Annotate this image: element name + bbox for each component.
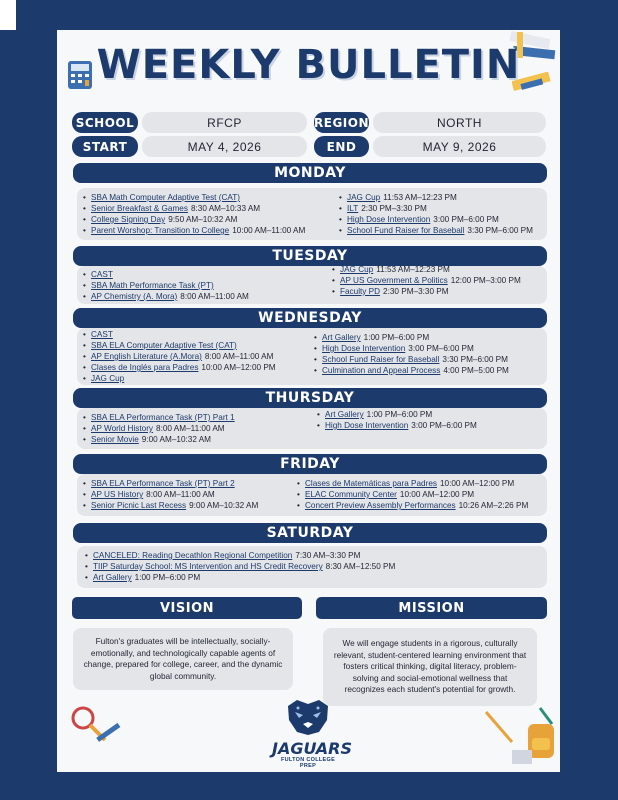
- event-link[interactable]: High Dose Intervention: [322, 344, 406, 353]
- event-item: [83, 500, 258, 511]
- event-time: 9:50 AM–10:32 AM: [168, 215, 238, 224]
- event-item: [83, 423, 235, 434]
- event-item: [83, 434, 235, 445]
- event-link[interactable]: SBA ELA Performance Task (PT) Part 1: [91, 413, 235, 422]
- event-item: [332, 275, 521, 286]
- day-panel-wednesday: [77, 328, 547, 385]
- magnifier-icon: [65, 700, 125, 756]
- thursday-right-list: [317, 409, 477, 431]
- event-time: 10:26 AM–2:26 PM: [458, 501, 529, 510]
- saturday-left-list: [85, 550, 395, 583]
- event-time: 3:00 PM–6:00 PM: [433, 215, 499, 224]
- logo-subtitle: FULTON COLLEGE PREP: [280, 757, 336, 769]
- wednesday-left-list: [83, 329, 276, 384]
- school-logo: [272, 698, 352, 769]
- day-panel-monday: [77, 188, 547, 240]
- event-link[interactable]: CAST: [91, 330, 113, 339]
- event-item: [317, 420, 477, 431]
- event-link[interactable]: College Signing Day: [91, 215, 166, 224]
- event-time: 7:30 AM–3:30 PM: [295, 551, 361, 560]
- event-link[interactable]: ELAC Community Center: [305, 490, 397, 499]
- day-header-friday: FRIDAY: [73, 454, 547, 474]
- event-item: [83, 412, 235, 423]
- event-time: 10:00 AM–12:00 PM: [201, 363, 276, 372]
- event-item: [83, 340, 276, 351]
- friday-right-list: [297, 478, 528, 511]
- event-link[interactable]: JAG Cup: [91, 374, 125, 383]
- event-link[interactable]: SBA ELA Computer Adaptive Test (CAT): [91, 341, 237, 350]
- event-link[interactable]: Art Gallery: [325, 410, 364, 419]
- frame-corner: [0, 0, 16, 30]
- event-item: [85, 561, 395, 572]
- event-link[interactable]: TIIP Saturday School: MS Intervention and HS Credit Recovery: [93, 562, 323, 571]
- event-link[interactable]: AP World History: [91, 424, 154, 433]
- event-item: [85, 572, 395, 583]
- logo-name: JAGUARS: [272, 739, 352, 758]
- event-time: 3:30 PM–6:00 PM: [442, 355, 508, 364]
- day-panel-friday: [77, 474, 547, 516]
- event-link[interactable]: Art Gallery: [322, 333, 361, 342]
- event-link[interactable]: Senior Breakfast & Games: [91, 204, 188, 213]
- event-time: 9:00 AM–10:32 AM: [189, 501, 259, 510]
- thursday-left-list: [83, 412, 235, 445]
- event-time: 8:00 AM–11:00 AM: [204, 352, 274, 361]
- event-time: 8:30 AM–12:50 PM: [325, 562, 396, 571]
- event-link[interactable]: CANCELED: Reading Decathlon Regional Competition: [93, 551, 293, 560]
- event-time: 8:00 AM–11:00 AM: [156, 424, 225, 433]
- event-link[interactable]: AP US Government & Politics: [340, 276, 448, 285]
- school-label: SCHOOL: [72, 112, 138, 133]
- event-time: 3:00 PM–6:00 PM: [411, 421, 477, 430]
- event-item: [85, 550, 395, 561]
- event-item: [83, 192, 305, 203]
- tuesday-left-list: [83, 269, 249, 302]
- event-time: 9:00 AM–10:32 AM: [141, 435, 211, 444]
- school-value: RFCP: [142, 112, 307, 133]
- event-link[interactable]: School Fund Raiser for Baseball: [322, 355, 440, 364]
- event-item: [83, 203, 305, 214]
- vision-text: Fulton's graduates will be intellectually, socially-emotionally, and technologically capable agents of change, prepared for college, career, and the dynamic global community.: [73, 628, 293, 690]
- event-time: 1:00 PM–6:00 PM: [134, 573, 201, 582]
- event-time: 11:53 AM–12:23 PM: [383, 193, 457, 202]
- event-time: 10:00 AM–11:00 AM: [232, 226, 306, 235]
- event-item: [314, 332, 509, 343]
- event-link[interactable]: Clases de Inglés para Padres: [91, 363, 199, 372]
- event-item: [83, 280, 249, 291]
- day-header-thursday: THURSDAY: [73, 388, 547, 408]
- event-link[interactable]: High Dose Intervention: [325, 421, 409, 430]
- event-link[interactable]: School Fund Raiser for Baseball: [347, 226, 465, 235]
- event-link[interactable]: CAST: [91, 270, 113, 279]
- event-time: 10:00 AM–12:00 PM: [439, 479, 515, 488]
- mission-header: MISSION: [316, 597, 547, 619]
- day-panel-thursday: [77, 408, 547, 449]
- event-item: [83, 373, 276, 384]
- event-item: [83, 214, 305, 225]
- start-label: START: [72, 136, 138, 157]
- mission-text: We will engage students in a rigorous, culturally relevant, student-centered learning environment that fosters critical thinking, digital literacy, problem-solving and social-emotional wellness that recognizes each student's potential for growth.: [323, 628, 537, 706]
- event-link[interactable]: AP Chemistry (A. Mora): [91, 292, 178, 301]
- event-time: 3:00 PM–6:00 PM: [408, 344, 474, 353]
- event-link[interactable]: Parent Worshop: Transition to College: [91, 226, 230, 235]
- event-item: [339, 192, 533, 203]
- event-item: [314, 354, 509, 365]
- end-value: MAY 9, 2026: [373, 136, 546, 157]
- event-link[interactable]: High Dose Intervention: [347, 215, 431, 224]
- day-header-wednesday: WEDNESDAY: [73, 308, 547, 328]
- event-item: [297, 478, 528, 489]
- event-item: [314, 365, 509, 376]
- region-label: REGION: [314, 112, 369, 133]
- jaguar-icon: [283, 698, 333, 736]
- event-item: [83, 269, 249, 280]
- tuesday-right-list: [332, 264, 521, 297]
- event-item: [314, 343, 509, 354]
- event-item: [339, 214, 533, 225]
- event-item: [83, 225, 305, 236]
- event-link[interactable]: AP English Literature (A.Mora): [91, 352, 202, 361]
- event-item: [332, 264, 521, 275]
- event-item: [83, 489, 258, 500]
- start-value: MAY 4, 2026: [142, 136, 307, 157]
- event-item: [83, 478, 258, 489]
- event-item: [297, 500, 528, 511]
- event-item: [339, 225, 533, 236]
- event-time: 11:53 AM–12:23 PM: [376, 265, 450, 274]
- event-time: 1:00 PM–6:00 PM: [366, 410, 433, 419]
- event-item: [339, 203, 533, 214]
- bulletin-page: [57, 30, 560, 772]
- event-time: 2:30 PM–3:30 PM: [383, 287, 449, 296]
- event-time: 3:30 PM–6:00 PM: [467, 226, 533, 235]
- event-time: 12:00 PM–3:00 PM: [450, 276, 521, 285]
- event-link[interactable]: SBA ELA Performance Task (PT) Part 2: [91, 479, 235, 488]
- event-item: [317, 409, 477, 420]
- monday-right-list: [339, 192, 533, 236]
- region-value: NORTH: [373, 112, 546, 133]
- event-item: [83, 351, 276, 362]
- monday-left-list: [83, 192, 305, 236]
- vision-header: VISION: [72, 597, 302, 619]
- page-title: WEEKLY BULLETIN: [96, 42, 521, 88]
- event-link[interactable]: SBA Math Computer Adaptive Test (CAT): [91, 193, 240, 202]
- event-link[interactable]: SBA Math Performance Task (PT): [91, 281, 214, 290]
- event-time: 2:30 PM–3:30 PM: [361, 204, 427, 213]
- wednesday-right-list: [314, 332, 509, 376]
- event-item: [83, 362, 276, 373]
- event-link[interactable]: Art Gallery: [93, 573, 132, 582]
- day-header-tuesday: TUESDAY: [73, 246, 547, 266]
- day-panel-saturday: [77, 546, 547, 588]
- event-item: [297, 489, 528, 500]
- day-header-saturday: SATURDAY: [73, 523, 547, 543]
- event-link[interactable]: AP US History: [91, 490, 144, 499]
- end-label: END: [314, 136, 369, 157]
- event-time: 8:00 AM–11:00 AM: [146, 490, 215, 499]
- event-link[interactable]: Clases de Matemáticas para Padres: [305, 479, 437, 488]
- event-link[interactable]: JAG Cup: [347, 193, 381, 202]
- day-header-monday: MONDAY: [73, 163, 547, 183]
- event-time: 8:30 AM–10:33 AM: [190, 204, 261, 213]
- friday-left-list: [83, 478, 258, 511]
- event-item: [83, 329, 276, 340]
- event-item: [332, 286, 521, 297]
- event-link[interactable]: Culmination and Appeal Process: [322, 366, 441, 375]
- day-panel-tuesday: [77, 266, 547, 304]
- event-link[interactable]: Senior Picnic Last Recess: [91, 501, 187, 510]
- event-link[interactable]: Senior Movie: [91, 435, 139, 444]
- event-link[interactable]: Faculty PD: [340, 287, 381, 296]
- event-link[interactable]: Concert Preview Assembly Performances: [305, 501, 456, 510]
- event-link[interactable]: ILT: [347, 204, 359, 213]
- event-time: 10:00 AM–12:00 PM: [399, 490, 475, 499]
- backpack-icon: [482, 702, 560, 772]
- event-time: 1:00 PM–6:00 PM: [363, 333, 430, 342]
- event-link[interactable]: JAG Cup: [340, 265, 374, 274]
- event-time: 4:00 PM–5:00 PM: [443, 366, 509, 375]
- event-time: 8:00 AM–11:00 AM: [180, 292, 249, 301]
- event-item: [83, 291, 249, 302]
